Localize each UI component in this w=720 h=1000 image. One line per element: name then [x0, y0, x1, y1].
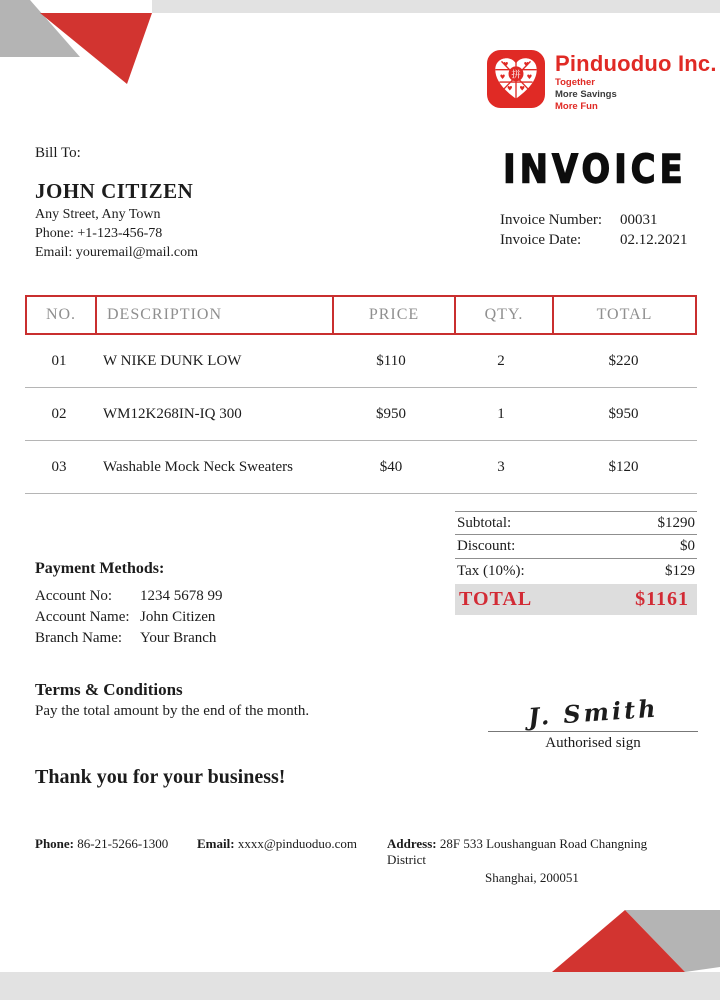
tax-label: Tax (10%):: [457, 562, 525, 579]
cell-qty: 1: [497, 405, 505, 422]
table-row: [25, 388, 697, 441]
discount-row: [455, 535, 697, 559]
svg-text:♥: ♥: [519, 85, 525, 93]
footer-email-label: Email:: [197, 836, 235, 851]
footer-address: [387, 836, 677, 886]
discount-value: $0: [680, 538, 695, 554]
svg-text:♥: ♥: [507, 85, 513, 93]
branch-name-row: [35, 628, 223, 649]
cell-total: $120: [608, 458, 639, 475]
subtotal-row: [455, 511, 697, 535]
discount-label: Discount:: [457, 538, 516, 554]
footer-phone-label: Phone:: [35, 836, 74, 851]
account-no-row: [35, 586, 223, 607]
cell-no: 01: [51, 352, 67, 369]
company-name: Pinduoduo Inc.: [555, 51, 717, 76]
tax-row: [455, 559, 697, 583]
account-name-row: [35, 607, 223, 628]
svg-text:♥: ♥: [526, 74, 533, 81]
pinduoduo-heart-icon: [487, 50, 545, 108]
payment-methods-title: Payment Methods:: [35, 560, 165, 577]
cell-price: $110: [376, 352, 406, 369]
invoice-number-value: 00031: [620, 212, 658, 228]
invoice-date-row: [500, 230, 688, 250]
table-row: [25, 335, 697, 388]
grand-total-row: [455, 584, 697, 615]
table-row: [25, 441, 697, 494]
signature-label: Authorised sign: [545, 735, 641, 751]
cell-price: $40: [379, 458, 403, 475]
account-name-value: John Citizen: [140, 609, 216, 625]
terms-section: [35, 680, 309, 720]
cell-total: $950: [608, 405, 639, 422]
svg-text:拼: 拼: [511, 69, 521, 81]
svg-text:♥: ♥: [502, 61, 509, 69]
cell-description: W NIKE DUNK LOW: [103, 352, 242, 369]
bill-to-section: [35, 145, 198, 261]
logo-text: [555, 50, 717, 112]
invoice-date-value: 02.12.2021: [620, 232, 688, 248]
tax-value: $129: [665, 562, 695, 579]
bottom-border-band: [0, 972, 720, 1000]
footer-address-line1: 28F 533 Loushanguan Road Changning District: [387, 836, 648, 867]
signature-line: [488, 731, 698, 732]
branch-name-label: Branch Name:: [35, 630, 123, 646]
customer-name: JOHN CITIZEN: [35, 179, 194, 203]
cell-no: 02: [51, 405, 67, 422]
subtotal-label: Subtotal:: [457, 514, 512, 531]
subtotal-value: $1290: [657, 514, 695, 531]
invoice-date-label: Invoice Date:: [500, 232, 582, 248]
invoice-title: INVOICE: [503, 146, 687, 193]
cell-price: $950: [376, 405, 406, 422]
footer-phone: [35, 836, 168, 852]
signature-name: J. Smith: [526, 693, 660, 732]
signature-block: [488, 693, 698, 752]
header-no: NO.: [45, 306, 77, 323]
corner-decoration-top-left: [0, 0, 160, 90]
header-total: TOTAL: [552, 297, 695, 333]
company-logo: [487, 50, 717, 112]
customer-phone: Phone: +1-123-456-78: [35, 226, 163, 241]
branch-name-value: Your Branch: [140, 630, 217, 646]
cell-qty: 2: [497, 352, 505, 369]
corner-decoration-bottom-right: [540, 888, 720, 972]
payment-methods-section: [35, 560, 223, 649]
footer-email-value: xxxx@pinduoduo.com: [237, 836, 358, 851]
footer-address-label: Address:: [387, 836, 437, 851]
footer-phone-value: 86-21-5266-1300: [77, 836, 169, 851]
customer-address: Any Street, Any Town: [35, 207, 161, 222]
grand-total-label: TOTAL: [459, 588, 533, 610]
cell-total: $220: [608, 352, 639, 369]
customer-email: Email: youremail@mail.com: [35, 245, 198, 260]
footer-address-line2: Shanghai, 200051: [485, 870, 579, 885]
totals-section: [455, 511, 697, 615]
tagline-more-fun: More Fun: [555, 101, 598, 112]
invoice-number-row: [500, 210, 688, 230]
header-qty: QTY.: [454, 297, 552, 333]
grand-total-value: $1161: [635, 588, 689, 610]
account-no-value: 1234 5678 99: [140, 588, 223, 604]
thank-you-message: Thank you for your business!: [35, 766, 286, 788]
items-table: [25, 295, 697, 494]
terms-body: Pay the total amount by the end of the month.: [35, 703, 310, 719]
cell-no: 03: [51, 458, 67, 475]
cell-qty: 3: [497, 458, 505, 475]
account-name-label: Account Name:: [35, 609, 130, 625]
invoice-meta: [500, 210, 688, 250]
terms-title: Terms & Conditions: [35, 680, 183, 699]
invoice-number-label: Invoice Number:: [500, 212, 603, 228]
cell-description: WM12K268IN-IQ 300: [103, 405, 242, 422]
header-price: PRICE: [332, 297, 454, 333]
svg-text:♥: ♥: [523, 61, 530, 69]
cell-description: Washable Mock Neck Sweaters: [103, 458, 293, 475]
items-table-header: [25, 295, 697, 335]
svg-text:♥: ♥: [499, 74, 506, 81]
tagline-more-savings: More Savings: [555, 89, 617, 100]
header-description: DESCRIPTION: [95, 297, 332, 333]
footer-email: [197, 836, 357, 852]
bill-to-label: Bill To:: [35, 145, 81, 161]
tagline-together: Together: [555, 77, 595, 88]
account-no-label: Account No:: [35, 588, 113, 604]
